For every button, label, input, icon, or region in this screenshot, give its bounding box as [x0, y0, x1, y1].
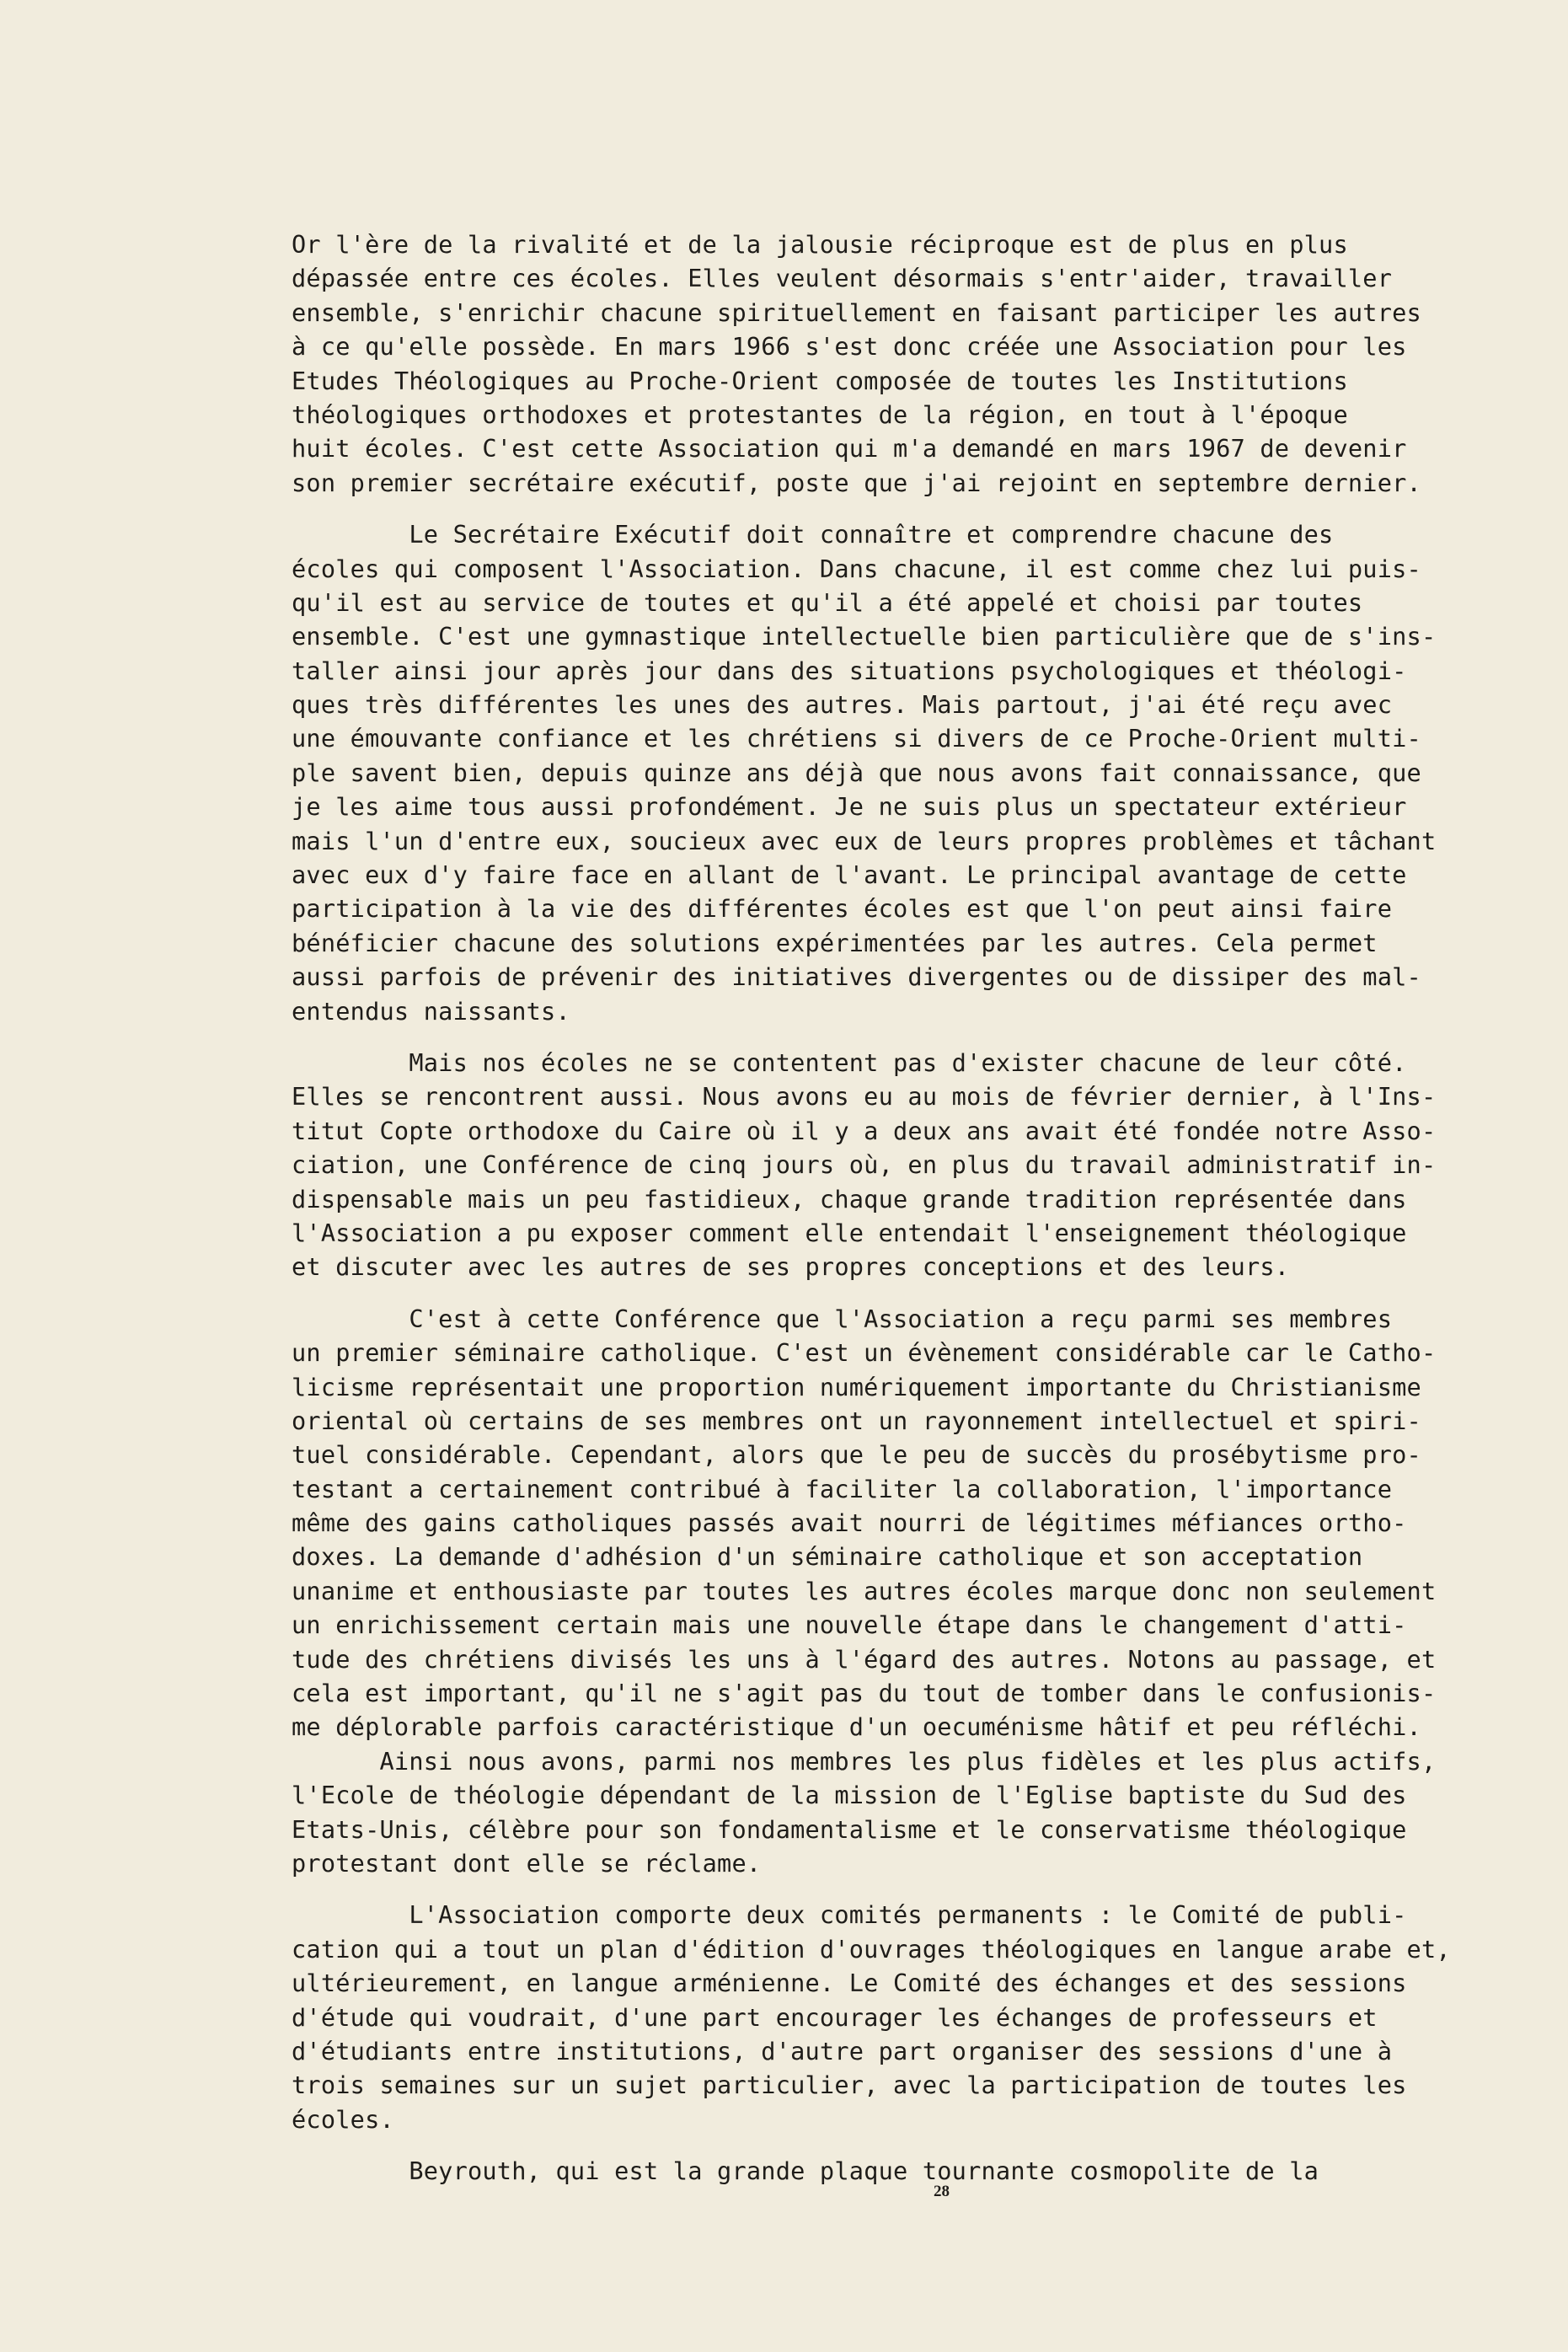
text-line: Etudes Théologiques au Proche-Orient composée de toutes les Institutions [292, 366, 1348, 395]
paragraph-gap [292, 1028, 1530, 1046]
text-line: une émouvante confiance et les chrétiens si divers de ce Proche-Orient multi- [292, 724, 1421, 753]
text-line: ple savent bien, depuis quinze ans déjà que nous avons fait connaissance, que [292, 758, 1421, 787]
text-line: me déplorable parfois caractéristique d'un oecuménisme hâtif et peu réfléchi. [292, 1712, 1421, 1742]
text-line: d'étudiants entre institutions, d'autre part organiser des sessions d'une à [292, 2036, 1393, 2065]
text-line: mais l'un d'entre eux, soucieux avec eux de leurs propres problèmes et tâchant [292, 826, 1437, 855]
page-number: 28 [934, 2183, 950, 2200]
text-line: aussi parfois de prévenir des initiatives divergentes ou de dissiper des mal- [292, 962, 1421, 992]
text-line: d'étude qui voudrait, d'une part encourager les échanges de professeurs et [292, 2002, 1378, 2032]
text-line: tude des chrétiens divisés les uns à l'égard des autres. Notons au passage, et [292, 1644, 1437, 1674]
text-line: un enrichissement certain mais une nouvelle étape dans le changement d'atti- [292, 1610, 1407, 1640]
text-line: taller ainsi jour après jour dans des situations psychologiques et théologi- [292, 656, 1407, 685]
text-line: testant a certainement contribué à faciliter la collaboration, l'importance [292, 1474, 1393, 1503]
text-line: Elles se rencontrent aussi. Nous avons eu au mois de février dernier, à l'Ins- [292, 1082, 1437, 1112]
text-line: cela est important, qu'il ne s'agit pas du tout de tomber dans le confusionis- [292, 1679, 1437, 1708]
text-line: qu'il est au service de toutes et qu'il a été appelé et choisi par toutes [292, 587, 1363, 617]
text-line: même des gains catholiques passés avait nourri de légitimes méfiances ortho- [292, 1508, 1407, 1538]
text-line: titut Copte orthodoxe du Caire où il y a deux ans avait été fondée notre Asso- [292, 1116, 1437, 1145]
text-line: entendus naissants. [292, 996, 570, 1026]
text-line: et discuter avec les autres de ses propres conceptions et des leurs. [292, 1252, 1290, 1282]
text-line: C'est à cette Conférence que l'Association a reçu parmi ses membres [292, 1304, 1393, 1333]
text-line: huit écoles. C'est cette Association qui m'a demandé en mars 1967 de devenir [292, 434, 1407, 463]
text-line: unanime et enthousiaste par toutes les autres écoles marque donc non seulement [292, 1576, 1437, 1605]
text-line: dépassée entre ces écoles. Elles veulent désormais s'entr'aider, travailler [292, 264, 1393, 293]
text-line: cation qui a tout un plan d'édition d'ouvrages théologiques en langue arabe et, [292, 1934, 1451, 1964]
text-line: l'Ecole de théologie dépendant de la mission de l'Eglise baptiste du Sud des [292, 1781, 1407, 1810]
text-line: avec eux d'y faire face en allant de l'avant. Le principal avantage de cette [292, 860, 1407, 890]
text-line: Beyrouth, qui est la grande plaque tournante cosmopolite de la [292, 2156, 1319, 2186]
text-line: protestant dont elle se réclame. [292, 1848, 762, 1878]
text-line: doxes. La demande d'adhésion d'un séminaire catholique et son acceptation [292, 1542, 1363, 1572]
text-line: ciation, une Conférence de cinq jours où, en plus du travail administratif in- [292, 1150, 1437, 1180]
paragraph-gap [292, 2136, 1530, 2154]
text-line: ensemble, s'enrichir chacune spirituellement en faisant participer les autres [292, 297, 1421, 327]
text-line: son premier secrétaire exécutif, poste que j'ai rejoint en septembre dernier. [292, 468, 1421, 497]
text-line: L'Association comporte deux comités permanents : le Comité de publi- [292, 1900, 1407, 1930]
text-line: Le Secrétaire Exécutif doit connaître et comprendre chacune des [292, 520, 1334, 549]
text-line: Or l'ère de la rivalité et de la jalousie réciproque est de plus en plus [292, 230, 1348, 259]
text-line: un premier séminaire catholique. C'est un évènement considérable car le Catho- [292, 1338, 1437, 1368]
paragraph-gap [292, 1284, 1530, 1302]
text-line: ensemble. C'est une gymnastique intellectuelle bien particulière que de s'ins- [292, 622, 1437, 651]
text-line: Ainsi nous avons, parmi nos membres les plus fidèles et les plus actifs, [292, 1746, 1437, 1776]
text-line: théologiques orthodoxes et protestantes de la région, en tout à l'époque [292, 399, 1348, 429]
text-line: dispensable mais un peu fastidieux, chaque grande tradition représentée dans [292, 1184, 1407, 1214]
text-line: licisme représentait une proportion numériquement importante du Christianisme [292, 1372, 1421, 1401]
text-line: participation à la vie des différentes écoles est que l'on peut ainsi faire [292, 894, 1393, 924]
text-line: ultérieurement, en langue arménienne. Le Comité des échanges et des sessions [292, 1969, 1407, 1998]
text-line: l'Association a pu exposer comment elle entendait l'enseignement théologique [292, 1218, 1407, 1247]
text-line: bénéficier chacune des solutions expérimentées par les autres. Cela permet [292, 928, 1378, 957]
text-line: écoles. [292, 2104, 394, 2134]
text-line: à ce qu'elle possède. En mars 1966 s'est donc créée une Association pour les [292, 332, 1407, 362]
text-line: écoles qui composent l'Association. Dans chacune, il est comme chez lui puis- [292, 554, 1421, 583]
text-line: Etats-Unis, célèbre pour son fondamentalisme et le conservatisme théologique [292, 1814, 1407, 1844]
text-line: ques très différentes les unes des autres. Mais partout, j'ai été reçu avec [292, 690, 1393, 720]
text-line: trois semaines sur un sujet particulier, avec la participation de toutes les [292, 2071, 1407, 2100]
paragraph-gap [292, 500, 1530, 517]
text-line: oriental où certains de ses membres ont un rayonnement intellectuel et spiri- [292, 1406, 1421, 1435]
text-line: je les aime tous aussi profondément. Je ne suis plus un spectateur extérieur [292, 792, 1407, 822]
text-line: tuel considérable. Cependant, alors que le peu de succès du prosébytisme pro- [292, 1440, 1421, 1470]
text-line: Mais nos écoles ne se contentent pas d'exister chacune de leur côté. [292, 1047, 1407, 1077]
body-text [292, 228, 1530, 2188]
paragraph-gap [292, 1880, 1530, 1898]
